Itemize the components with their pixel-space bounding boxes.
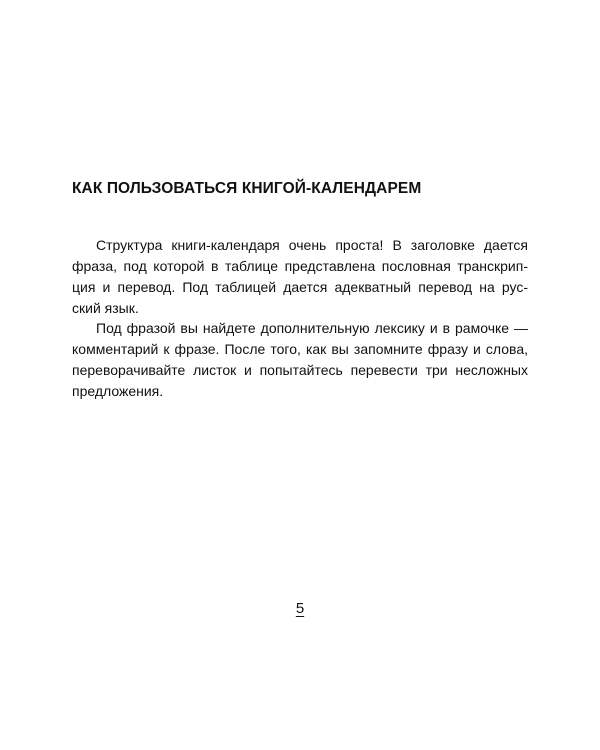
paragraph-line: ский язык.	[72, 300, 139, 316]
page-number: 5	[295, 600, 305, 617]
paragraph-line: переворачивайте листок и попытайтесь перевести три несложных	[72, 362, 528, 378]
paragraph-intro	[72, 235, 528, 319]
paragraph-line: комментарий к фразе. После того, как вы запомните фразу и слова,	[72, 341, 528, 357]
paragraph-line: предложения.	[72, 383, 164, 399]
section-heading: КАК ПОЛЬЗОВАТЬСЯ КНИГОЙ-КАЛЕНДАРЕМ	[72, 180, 422, 197]
paragraph-line: фраза, под которой в таблице представлена пословная транскрип-	[72, 258, 528, 274]
paragraph-line: Структура книги-календаря очень проста! В заголовке дается	[96, 237, 528, 253]
paragraph-usage	[72, 318, 528, 402]
paragraph-line: Под фразой вы найдете дополнительную лексику и в рамочке —	[96, 320, 528, 336]
paragraph-line: ция и перевод. Под таблицей дается адекватный перевод на рус-	[72, 279, 528, 295]
